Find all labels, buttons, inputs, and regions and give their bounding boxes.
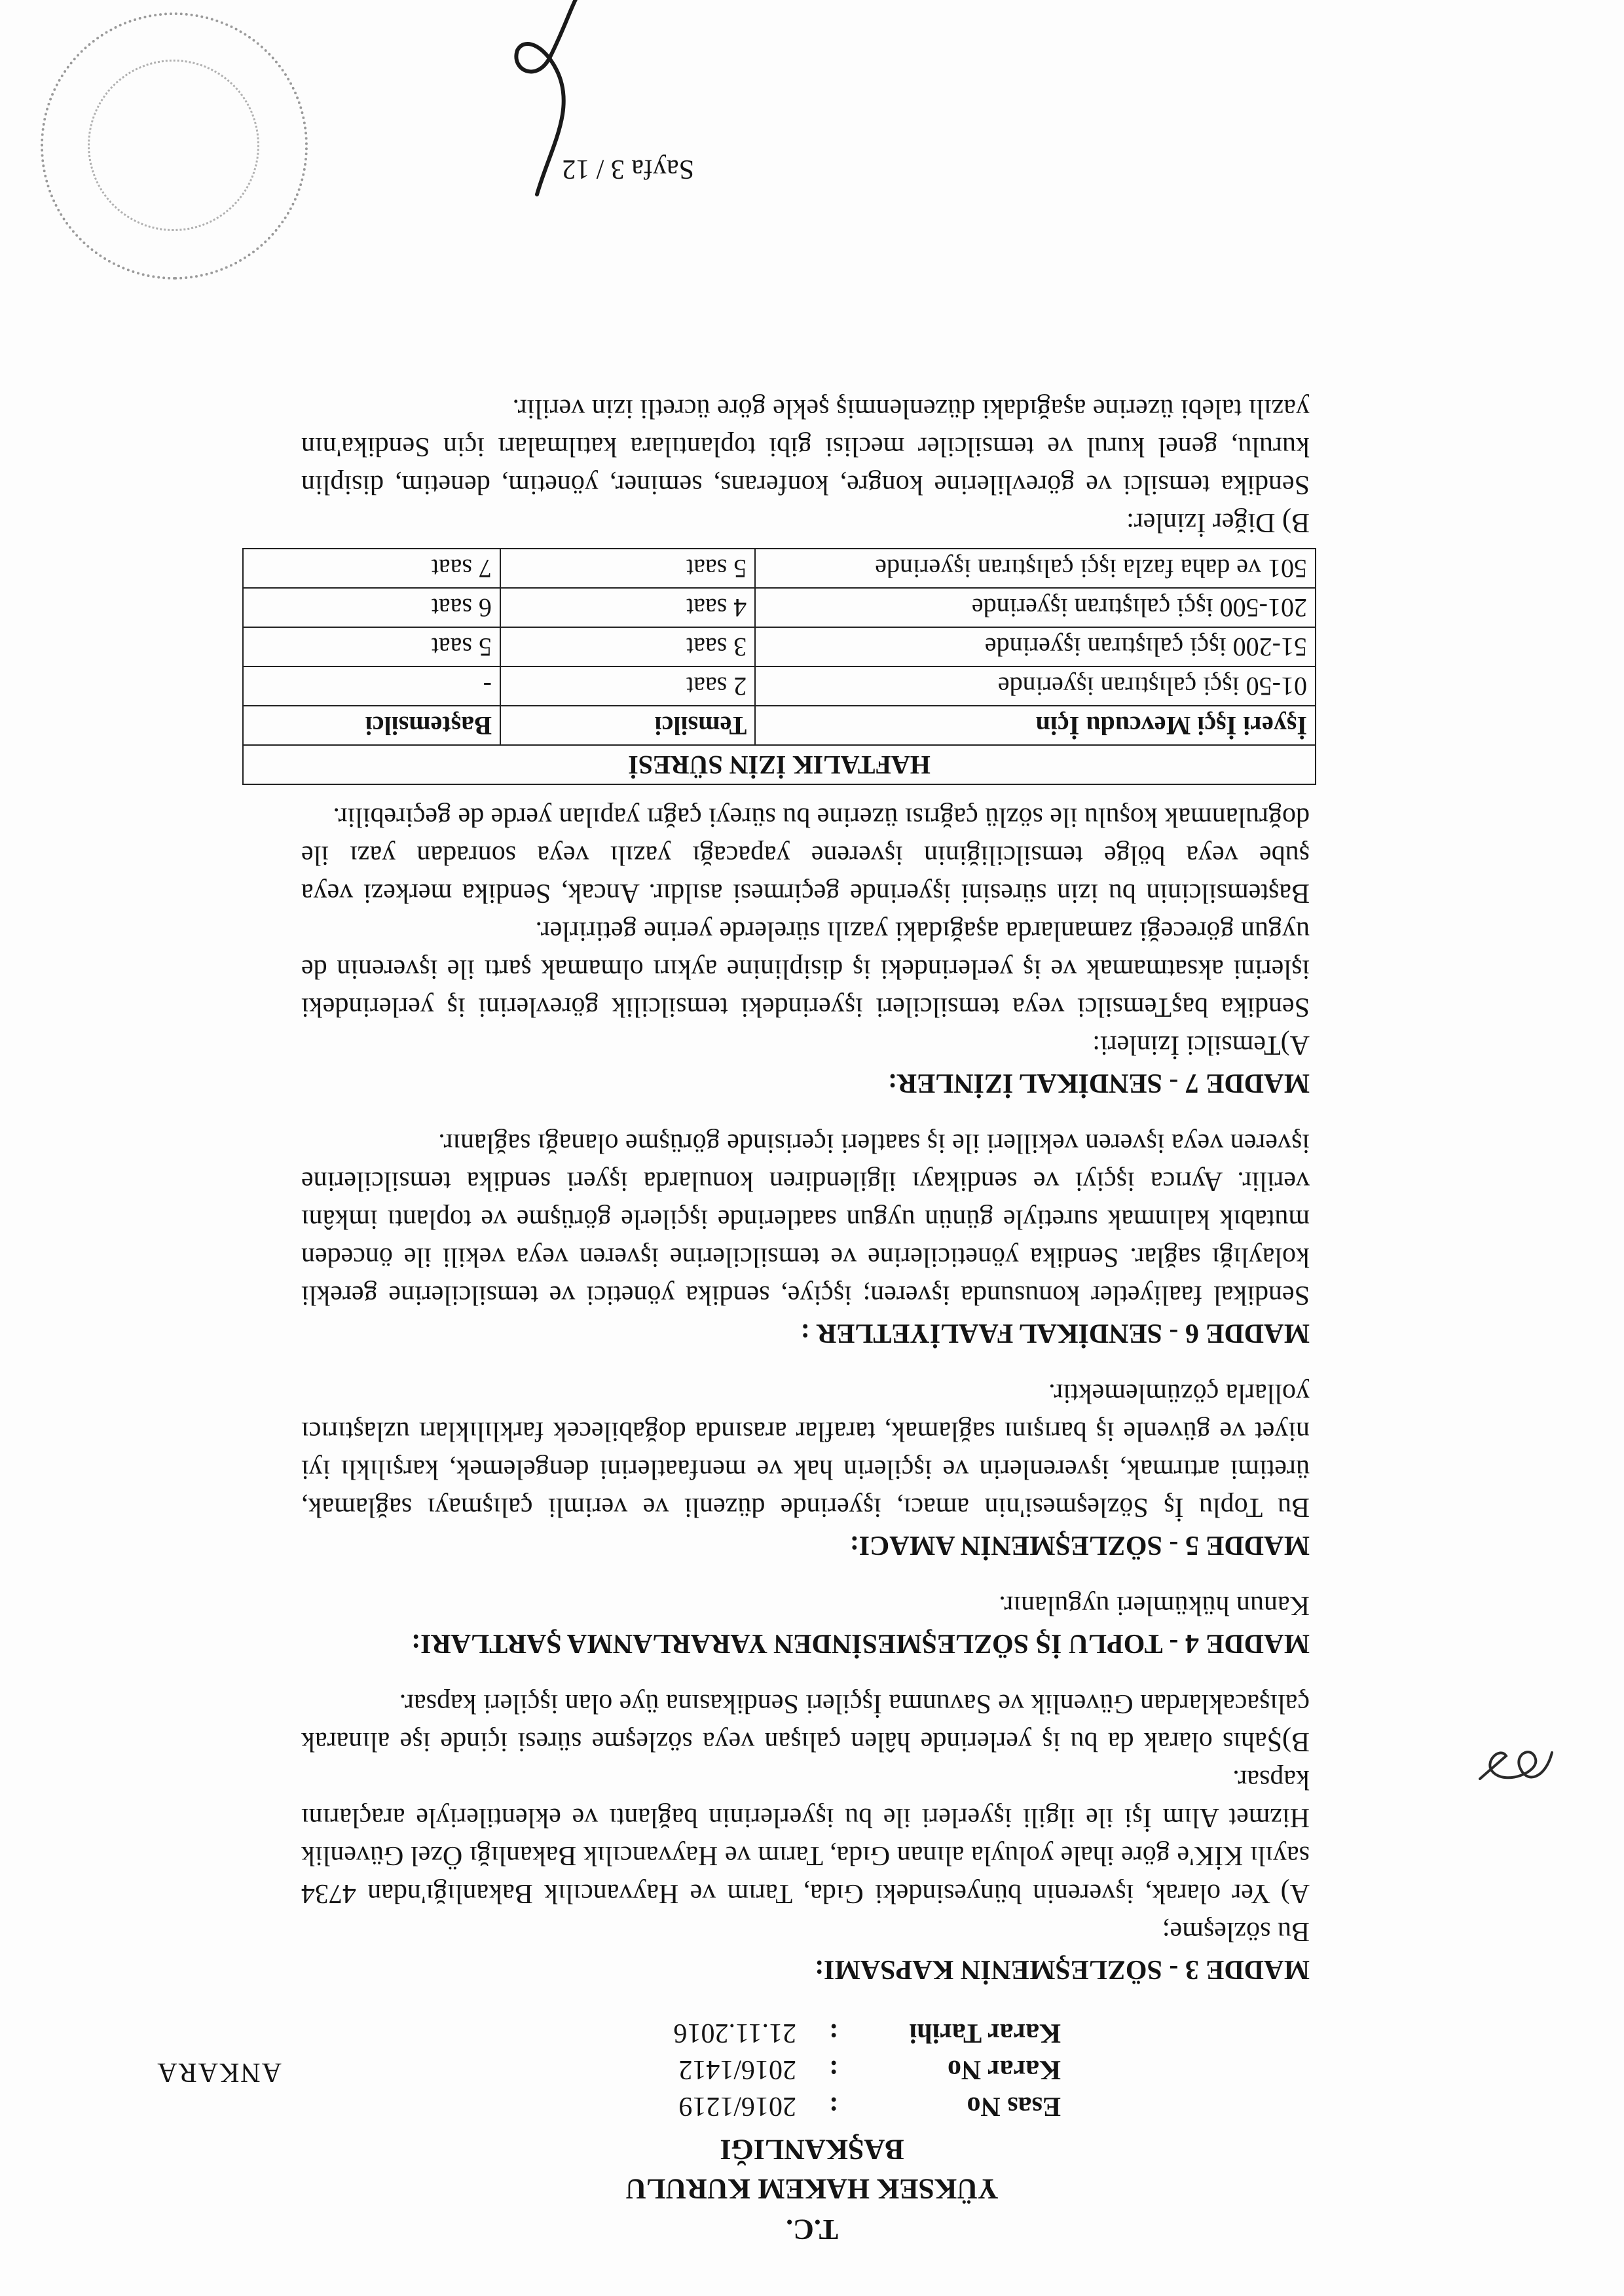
madde7-title: MADDE 7 - SENDİKAL İZİNLER: (887, 1068, 1310, 1098)
madde5-text: Bu Toplu İş Sözleşmesi'nin amacı, işyerinde düzenli ve verimli çalışmayı sağlamak, üretimi artırmak, işverenlerin ve işçilerin hak ve menfaatlerini dengelemek, karşılıklı iyi niyet ve güvenle iş barışını sağlamak, taraflar arasında doğabilecek farklılıkları uzlaştırıcı yollarla çözümlemektir. (301, 1378, 1310, 1522)
madde7-a-text1: Sendika başTemsilci veya temsilcileri işyerindeki temsilcilik görevlerini iş yerlerindeki işlerini aksatmamak ve iş yerlerindeki iş disiplinine aykırı olmamak şartı ile işverenin de uygun göreceği zamanlarda aşağıdaki yazılı sürelerde yerine getirirler. (301, 916, 1310, 1022)
madde6-title: MADDE 6 - SENDİKAL FAALİYETLER : (800, 1318, 1310, 1348)
signature-icon (485, 0, 616, 201)
madde7-a-text2: Baştemsilcinin bu izin süresini işyerinde geçirmesi asıldır. Ancak, Sendika merkezi veya şube veya bölge temsilciliğinin işverene yapacağı yazılı veya sonradan yazı ile doğrulanmak koşulu ile sözlü çağrısı üzerine bu süreyi çağrı yapılan yerde de geçirebilir. (301, 802, 1310, 908)
table-cell: 201-500 işçi çalıştıran işyerinde (755, 588, 1316, 627)
meta-value: 21.11.2016 (673, 2018, 796, 2048)
meta-value: 2016/1219 (678, 2091, 796, 2121)
table-cell: 5 saat (243, 627, 500, 666)
header-tc: T.C. (786, 2214, 838, 2246)
meta-label: Karar No (947, 2054, 1061, 2085)
table-cell: 6 saat (243, 588, 500, 627)
meta-colon: : (829, 2018, 838, 2048)
madde7-a-title: A)Temsilci İzinleri: (1092, 1030, 1310, 1060)
madde5-title: MADDE 5 - SÖZLEŞMENİN AMACI: (849, 1530, 1310, 1560)
table-row (243, 549, 1316, 588)
madde3-intro: Bu sözleşme; (1162, 1916, 1310, 1946)
table-row (243, 627, 1316, 666)
city: ANKARA (156, 2057, 282, 2087)
madde3-b: B)Şahıs olarak da bu iş yerlerinde hâlen çalışan veya sözleşme süresi içinde işe alınarak çalışacaklardan Güvenlik ve Savunma İşçileri Sendikasına üye olan işçileri kapsar. (301, 1688, 1310, 1757)
table-header-cell: İşyeri İşçi Mevcudu İçin (755, 706, 1316, 745)
madde4-text: Kanun hükümleri uygulanır. (999, 1590, 1310, 1620)
madde3-title: MADDE 3 - SÖZLEŞMENİN KAPSAMI: (814, 1954, 1310, 1984)
meta-colon: : (829, 2091, 838, 2121)
meta-row-karar (600, 2051, 1061, 2088)
madde7-b-title: B) Diğer İzinler: (1126, 507, 1310, 538)
table-cell: 4 saat (500, 588, 755, 627)
table-row (243, 588, 1316, 627)
table-header-cell: Baştemsilci (243, 706, 500, 745)
official-stamp-icon (41, 12, 308, 280)
meta-row-tarih (600, 2014, 1061, 2051)
table-header-row (243, 706, 1316, 745)
table-title: HAFTALIK İZİN SÜRESİ (243, 745, 1316, 784)
case-meta (600, 2014, 1061, 2124)
weekly-leave-table (242, 548, 1316, 785)
table-cell: 501 ve daha fazla işçi çalıştıran işyerinde (755, 549, 1316, 588)
table-header-cell: Temsilci (500, 706, 755, 745)
madde3-a: A) Yer olarak, işverenin bünyesindeki Gıda, Tarım ve Hayvancılık Bakanlığı'ndan 4734 sayılı KİK'e göre ihale yoluyla alınan Gıda, Tarım ve Hayvancılık Bakanlığı Özel Güvenlik Hizmet Alım İşi ile ilgili işyerleri ile bu işyerlerinin bağlantı ve eklentileriyle araçlarını kapsar. (301, 1764, 1310, 1908)
madde4-title: MADDE 4 - TOPLU İŞ SÖZLEŞMESİNDEN YARARLANMA ŞARTLARI: (411, 1628, 1310, 1658)
institution-name: YÜKSEK HAKEM KURULU (625, 2173, 999, 2205)
table-cell: 01-50 işçi çalıştıran işyerinde (755, 666, 1316, 706)
table-cell: - (243, 666, 500, 706)
madde7-b-text: Sendika temsilci ve görevlilerine kongre, konferans, seminer, yönetim, denetim, disiplin kurulu, genel kurul ve temsilciler meclisi gibi toplantılara katılmaları için Sendika'nın yazılı talebi üzerine aşağıdaki düzenlenmiş şekle göre ücretli izin verilir. (301, 393, 1310, 500)
initials-mark-icon (1467, 1740, 1565, 1792)
page-number: Sayfa 3 / 12 (562, 154, 694, 184)
table-row (243, 666, 1316, 706)
table-cell: 51-200 işçi çalıştıran işyerinde (755, 627, 1316, 666)
document-body (301, 390, 1310, 1988)
meta-row-esas (600, 2088, 1061, 2124)
madde6-text: Sendikal faaliyetler konusunda işveren; işçiye, sendika yönetici ve temsilcilerine gerekli kolaylığı sağlar. Sendika yöneticilerine ve temsilcilerine işveren veya vekili ile önceden mutabık kalınmak suretiyle günün uygun saatlerinde işçilerle görüşme ve toplantı imkânı verilir. Ayrıca işçiyi ve sendikayı ilgilendiren konularda işyeri sendika temsilcilerine işveren veya işveren vekilleri ile iş saatleri içerisinde görüşme olanağı sağlanır. (301, 1128, 1310, 1310)
table-cell: 2 saat (500, 666, 755, 706)
table-cell: 3 saat (500, 627, 755, 666)
table-cell: 5 saat (500, 549, 755, 588)
meta-colon: : (829, 2054, 838, 2085)
table-cell: 7 saat (243, 549, 500, 588)
meta-label: Karar Tarihi (909, 2018, 1061, 2048)
meta-label: Esas No (967, 2091, 1061, 2121)
meta-value: 2016/1412 (678, 2054, 796, 2085)
department-name: BAŞKANLIĞI (720, 2134, 904, 2166)
